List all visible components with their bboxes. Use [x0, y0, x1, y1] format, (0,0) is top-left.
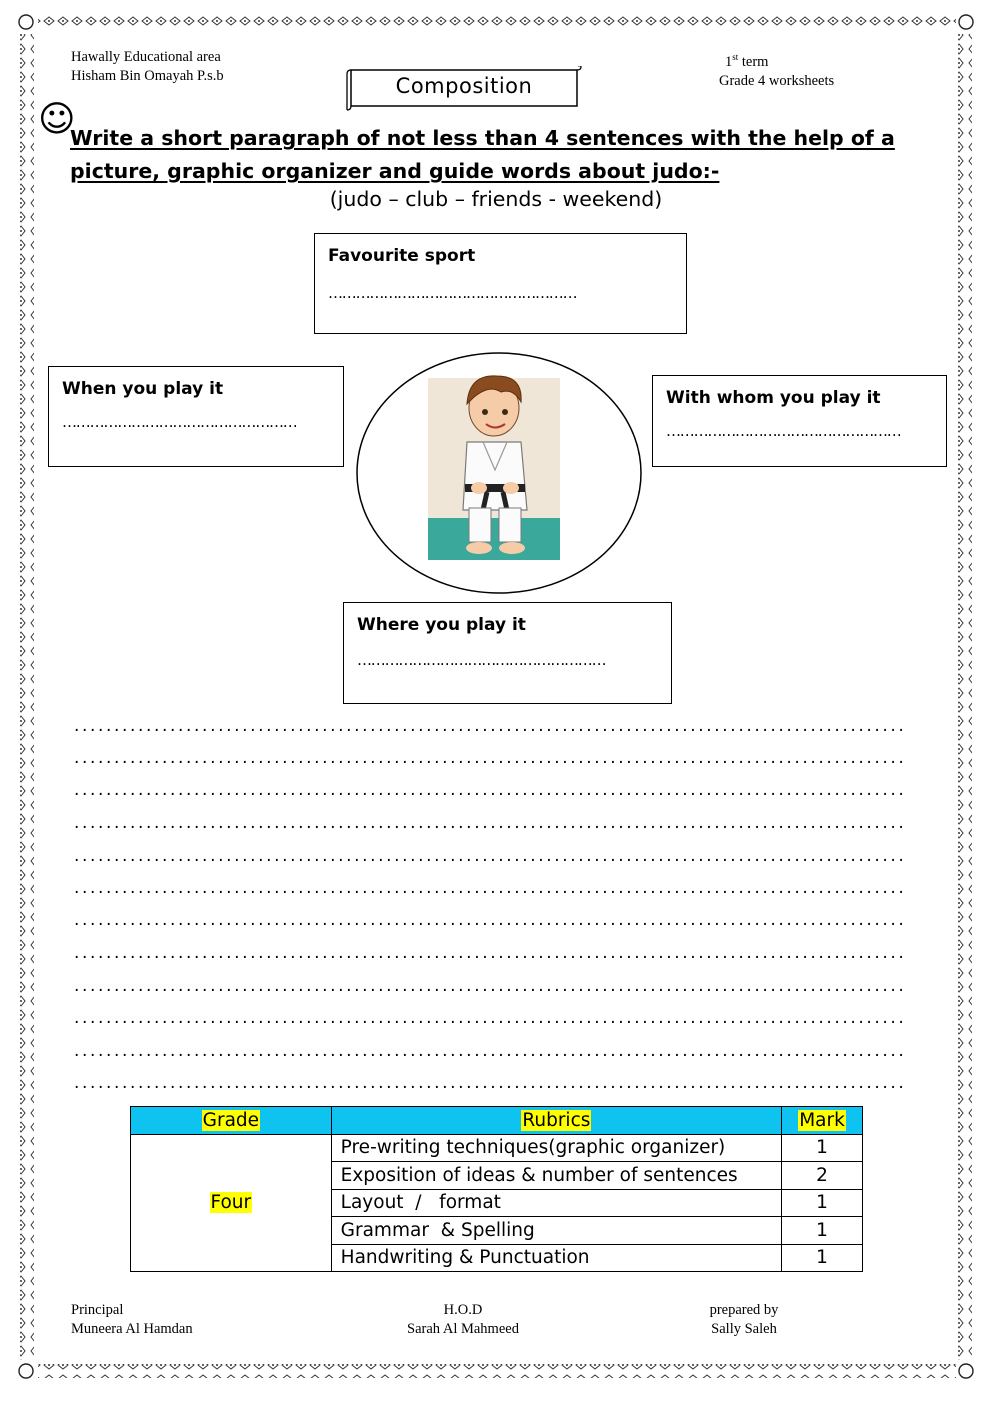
- writing-line[interactable]: ........................................................................................................: [74, 945, 907, 961]
- rubric-cell: Layout / format: [331, 1189, 781, 1217]
- rubric-cell: Exposition of ideas & number of sentences: [331, 1162, 781, 1190]
- guide-words: (judo – club – friends - weekend): [329, 187, 663, 211]
- with-whom-dots: ……………………………………………: [666, 422, 901, 440]
- writing-line[interactable]: ........................................................................................................: [74, 880, 907, 896]
- when-label: When you play it: [62, 379, 224, 399]
- writing-line[interactable]: ........................................................................................................: [74, 782, 907, 798]
- area-line: Hawally Educational area: [71, 49, 221, 65]
- instruction-line-2: picture, graphic organizer and guide words about judo:-: [70, 159, 720, 183]
- school-area: [71, 48, 224, 86]
- hod-name: Sarah Al Mahmeed: [407, 1321, 519, 1337]
- mat-icon: [428, 518, 560, 560]
- with-whom-label: With whom you play it: [666, 388, 881, 408]
- where-label: Where you play it: [357, 615, 526, 635]
- favourite-sport-label: Favourite sport: [328, 246, 476, 266]
- judo-picture: [355, 350, 643, 596]
- where-dots: ………………………………………………: [357, 651, 606, 669]
- writing-line[interactable]: ........................................................................................................: [74, 848, 907, 864]
- term-number: 1: [725, 53, 733, 70]
- term-line: [719, 48, 834, 72]
- rubric-table: [130, 1106, 863, 1272]
- prepared-name: Sally Saleh: [711, 1321, 777, 1337]
- writing-line[interactable]: ........................................................................................................: [74, 750, 907, 766]
- with-whom-box[interactable]: [652, 375, 947, 467]
- favourite-sport-box[interactable]: [314, 233, 687, 334]
- principal-signature: [71, 1301, 193, 1339]
- instruction: [70, 122, 918, 188]
- rubric-header-row: [131, 1107, 863, 1135]
- term-suffix: st: [732, 52, 739, 62]
- grade-header: [131, 1107, 332, 1135]
- hod-signature: [398, 1301, 528, 1339]
- smiley-icon: ☺: [38, 99, 76, 140]
- when-dots: ……………………………………………: [62, 413, 297, 431]
- rubric-cell: Pre-writing techniques(graphic organizer): [331, 1134, 781, 1162]
- grade-line: Grade 4 worksheets: [719, 72, 835, 89]
- mark-header: [782, 1107, 863, 1135]
- mark-cell: 2: [782, 1162, 863, 1190]
- grade-value-cell: [131, 1134, 332, 1272]
- page-title: Composition: [395, 74, 533, 98]
- writing-line[interactable]: ........................................................................................................: [74, 1043, 907, 1059]
- writing-line[interactable]: ........................................................................................................: [74, 1010, 907, 1026]
- mark-cell: 1: [782, 1217, 863, 1245]
- writing-line[interactable]: ........................................................................................................: [74, 815, 907, 831]
- writing-line[interactable]: ........................................................................................................: [74, 718, 907, 734]
- rubrics-header-text: Rubrics: [522, 1109, 591, 1131]
- rubric-cell: Grammar & Spelling: [331, 1217, 781, 1245]
- term-word: term: [738, 53, 769, 70]
- grade-header-text: Grade: [202, 1109, 260, 1131]
- writing-line[interactable]: ........................................................................................................: [74, 978, 907, 994]
- where-box[interactable]: [343, 602, 672, 704]
- principal-name: Muneera Al Hamdan: [71, 1321, 193, 1337]
- mark-header-text: Mark: [799, 1109, 845, 1131]
- instruction-line-1: Write a short paragraph of not less than 4 sentences with the help of a: [70, 126, 895, 150]
- mark-cell: 1: [782, 1244, 863, 1272]
- table-row: [131, 1134, 863, 1162]
- school-line: Hisham Bin Omayah P.s.b: [71, 68, 224, 84]
- mark-cell: 1: [782, 1189, 863, 1217]
- writing-line[interactable]: ........................................................................................................: [74, 1075, 907, 1091]
- writing-line[interactable]: ........................................................................................................: [74, 912, 907, 928]
- when-box[interactable]: [48, 366, 344, 467]
- hod-title: H.O.D: [443, 1302, 483, 1318]
- mark-cell: 1: [782, 1134, 863, 1162]
- rubrics-header: [331, 1107, 781, 1135]
- prepared-title: prepared by: [709, 1302, 779, 1318]
- term-info: [719, 48, 834, 91]
- prepared-by: [703, 1301, 785, 1339]
- rubric-cell: Handwriting & Punctuation: [331, 1244, 781, 1272]
- favourite-sport-dots: ………………………………………………: [328, 284, 577, 302]
- grade-value: Four: [210, 1192, 252, 1214]
- principal-title: Principal: [71, 1302, 124, 1318]
